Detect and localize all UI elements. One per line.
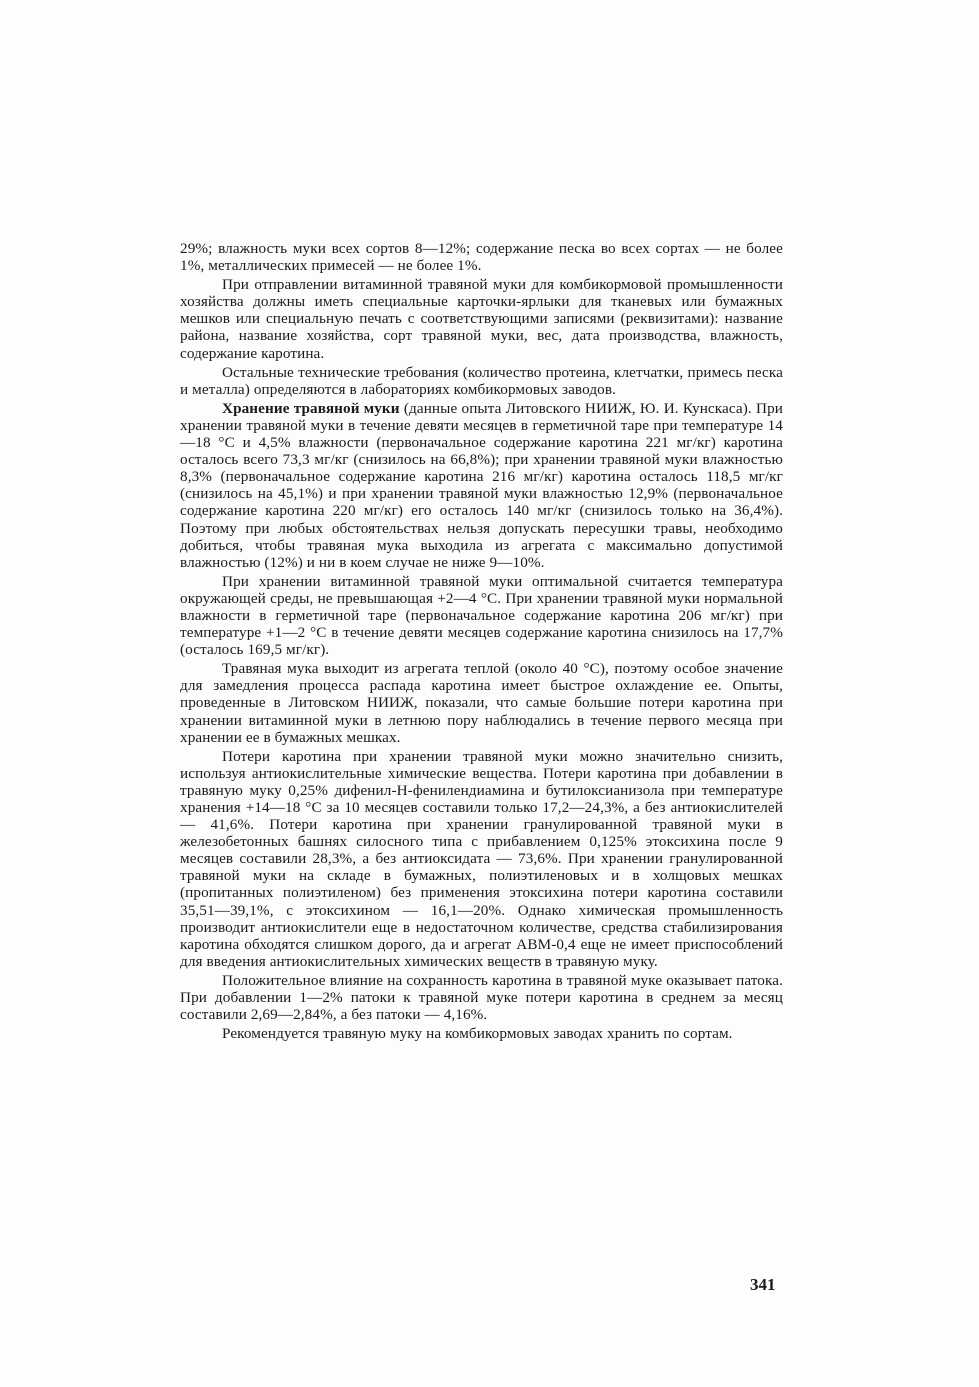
paragraph: При отправлении витаминной травяной муки для комбикормовой промышленности хозяйства должны иметь специальные карточки-ярлыки для тканевых или бумажных мешков или специальную печать с соответствующими записями (реквизитами): название района, название хозяйства, сорт травяной муки, вес, дата производства, влажность, содержание каротина. [180, 276, 783, 362]
paragraph: При хранении витаминной травяной муки оптимальной считается температура окружающей среды, не превышающая +2—4 °С. При хранении травяной муки нормальной влажности в герметичной таре (первоначальное содержание каротина 206 мг/кг) при температуре +1—2 °С в течение девяти месяцев содержание каротина снизилось на 17,7% (осталось 169,5 мг/кг). [180, 572, 783, 659]
paragraph: Потери каротина при хранении травяной муки можно значительно снизить, используя антиокислительные химические вещества. Потери каротина при добавлении в травяную муку 0,25% дифенил-Н-фенилендиамина и бутилоксианизола при температуре хранения +14—18 °С за 10 месяцев составили только 17,2—24,3%, а без антиокислителей — 41,6%. Потери каротина при хранении гранулированной травяной муки в железобетонных башнях силосного типа с прибавлением 0,125% этоксихина после 9 месяцев составили 28,3%, а без антиоксидата — 73,6%. При хранении гранулированной травяной муки на складе в бумажных, полиэтиленовых и в холщовых мешках (пропитанных полиэтиленом) без применения этоксихина потери каротина составили 35,51—39,1%, с этоксихином — 16,1—20%. Однако химическая промышленность производит антиокислители еще в недостаточном количестве, средства стабилизирования каротина обходятся слишком дорого, да и агрегат АВМ-0,4 еще не имеет приспособлений для введения антиокислительных химических веществ в травяную муку. [180, 747, 783, 970]
paragraph: Рекомендуется травяную муку на комбикормовых заводах хранить по сортам. [222, 1025, 733, 1043]
section-run-in-heading: Хранение травяной муки [222, 399, 400, 417]
paragraph: Остальные технические требования (количество протеина, клетчатки, примесь песка и металла) определяются в лабораториях комбикормовых заводов. [180, 363, 783, 398]
paragraph: 29%; влажность муки всех сортов 8—12%; содержание песка во всех сортах — не более 1%, металлических примесей — не более 1%. [180, 240, 783, 275]
page-number: 341 [750, 1275, 776, 1294]
paragraph: Положительное влияние на сохранность каротина в травяной муке оказывает патока. При добавлении 1—2% патоки к травяной муке потери каротина в среднем за месяц составили 2,69—2,84%, а без патоки — 4,16%. [180, 971, 783, 1024]
paragraph: Травяная мука выходит из агрегата теплой (около 40 °С), поэтому особое значение для замедления процесса распада каротина имеет быстрое охлаждение ее. Опыты, проведенные в Литовском НИИЖ, показали, что самые большие потери каротина при хранении витаминной муки в летнюю пору наблюдались в течение первого месяца при хранении ее в бумажных мешках. [180, 660, 783, 746]
body-text [180, 240, 783, 1042]
paragraph: Хранение травяной муки (данные опыта Литовского НИИЖ, Ю. И. Кунскаса). При хранении травяной муки в течение девяти месяцев в герметичной таре при температуре 14—18 °С и 4,5% влажности (первоначальное содержание каротина 221 мг/кг) каротина осталось всего 73,3 мг/кг (снизилось на 66,8%); при хранении травяной муки влажностью 8,3% (первоначальное содержание каротина 216 мг/кг) каротина осталось 118,5 мг/кг (снизилось на 45,1%) и при хранении травяной муки влажностью 12,9% (первоначальное содержание каротина 220 мг/кг) его осталось 140 мг/кг (снизилось только на 36,4%). Поэтому при любых обстоятельствах нельзя допускать пересушки травы, необходимо добиться, чтобы травяная мука выходила из агрегата с максимально допустимой влажностью (12%) и ни в коем случае не ниже 9—10%. [180, 399, 784, 571]
